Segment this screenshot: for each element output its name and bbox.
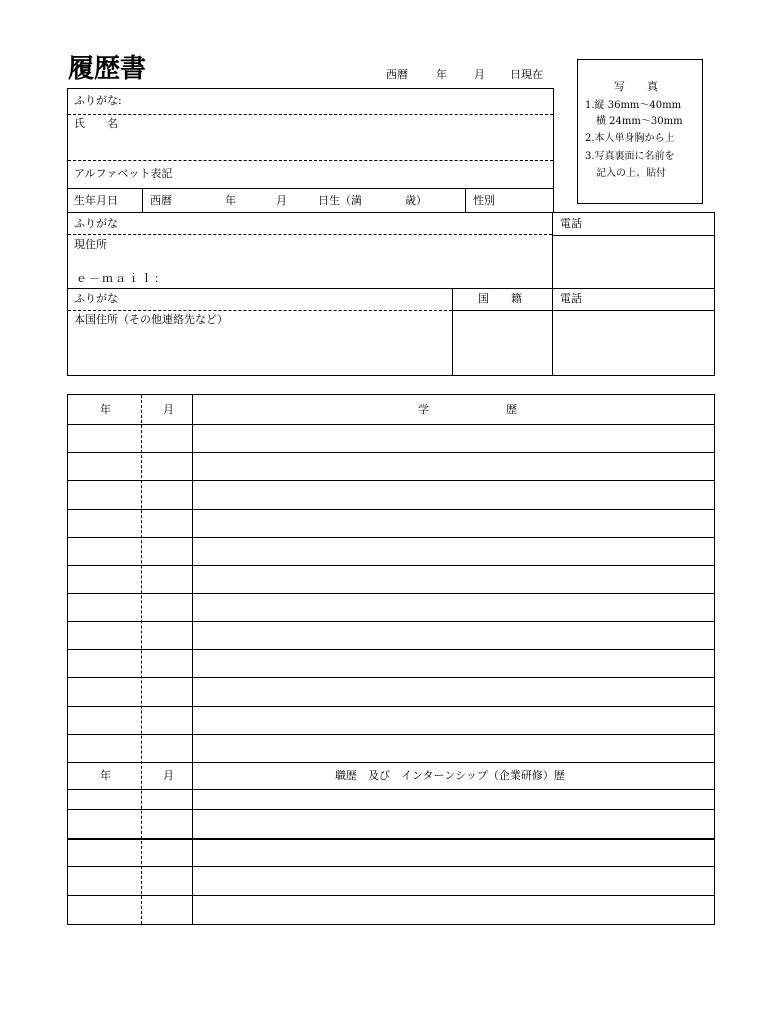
photo-instruction-2: 横 24mm〜30mm xyxy=(596,116,683,127)
furigana-label: ふりがな: xyxy=(74,94,122,107)
birth-era: 西暦 xyxy=(150,194,172,207)
home-address-label: 本国住所（その他連絡先など） xyxy=(74,313,228,326)
table-row xyxy=(68,895,714,896)
table-row xyxy=(68,809,714,810)
birth-month-label: 月 xyxy=(276,194,287,207)
table-row xyxy=(68,480,714,481)
date-suffix: 日現在 xyxy=(510,68,543,81)
date-year-label: 年 xyxy=(436,68,447,81)
table-row xyxy=(68,866,714,867)
table-row xyxy=(68,649,714,650)
date-month-label: 月 xyxy=(474,68,485,81)
page-title: 履歴書 xyxy=(68,54,147,84)
divider xyxy=(68,160,553,161)
divider xyxy=(552,212,553,375)
divider xyxy=(68,288,714,289)
photo-instruction-1: 1.縦 36mm〜40mm xyxy=(585,100,682,111)
photo-instruction-5: 記入の上、貼付 xyxy=(596,168,666,179)
table-row xyxy=(68,509,714,510)
gender-label: 性別 xyxy=(473,194,495,207)
date-era: 西暦 xyxy=(386,68,408,81)
edu-title: 学 歴 xyxy=(418,403,517,416)
address-furigana-label: ふりがな xyxy=(74,217,118,230)
birth-year-label: 年 xyxy=(225,194,236,207)
table-row xyxy=(68,621,714,622)
phone-label: 電話 xyxy=(560,217,582,230)
career-title: 職歴 及び インターンシップ（企業研修）歴 xyxy=(335,769,565,782)
birth-age-label: 歳） xyxy=(405,194,427,207)
photo-instruction-3: 2.本人単身胸から上 xyxy=(585,133,675,144)
birth-day-label: 日生（満 xyxy=(318,194,362,207)
photo-title: 写 真 xyxy=(614,80,658,93)
divider xyxy=(142,188,143,212)
table-row xyxy=(68,593,714,594)
alphabet-label: アルファベット表記 xyxy=(74,167,173,180)
career-month-header: 月 xyxy=(163,769,174,782)
divider xyxy=(553,235,714,236)
divider xyxy=(141,395,142,924)
table-row xyxy=(68,838,714,840)
home-furigana-label: ふりがな xyxy=(74,292,118,305)
table-row xyxy=(68,677,714,678)
history-table xyxy=(67,394,715,925)
divider xyxy=(68,188,553,189)
career-year-header: 年 xyxy=(100,769,111,782)
phone2-label: 電話 xyxy=(560,292,582,305)
divider xyxy=(452,288,453,375)
divider xyxy=(68,234,552,235)
table-row xyxy=(68,706,714,707)
edu-month-header: 月 xyxy=(163,403,174,416)
table-row xyxy=(68,762,714,763)
birthdate-label: 生年月日 xyxy=(74,194,118,207)
photo-instruction-4: 3.写真裏面に名前を xyxy=(585,151,675,162)
table-row xyxy=(68,424,714,425)
table-row xyxy=(68,537,714,538)
divider xyxy=(68,310,452,311)
address-block xyxy=(67,212,715,376)
email-label: ｅ－ｍａｉｌ： xyxy=(76,272,167,285)
table-row xyxy=(68,452,714,453)
name-label: 氏 名 xyxy=(74,117,118,130)
edu-year-header: 年 xyxy=(100,403,111,416)
table-row xyxy=(68,565,714,566)
current-address-label: 現住所 xyxy=(74,238,107,251)
divider xyxy=(453,310,714,311)
divider xyxy=(68,114,553,115)
nationality-label: 国 籍 xyxy=(478,292,522,305)
table-row xyxy=(68,734,714,735)
divider xyxy=(192,395,193,924)
table-row xyxy=(68,789,714,790)
divider xyxy=(465,188,466,212)
